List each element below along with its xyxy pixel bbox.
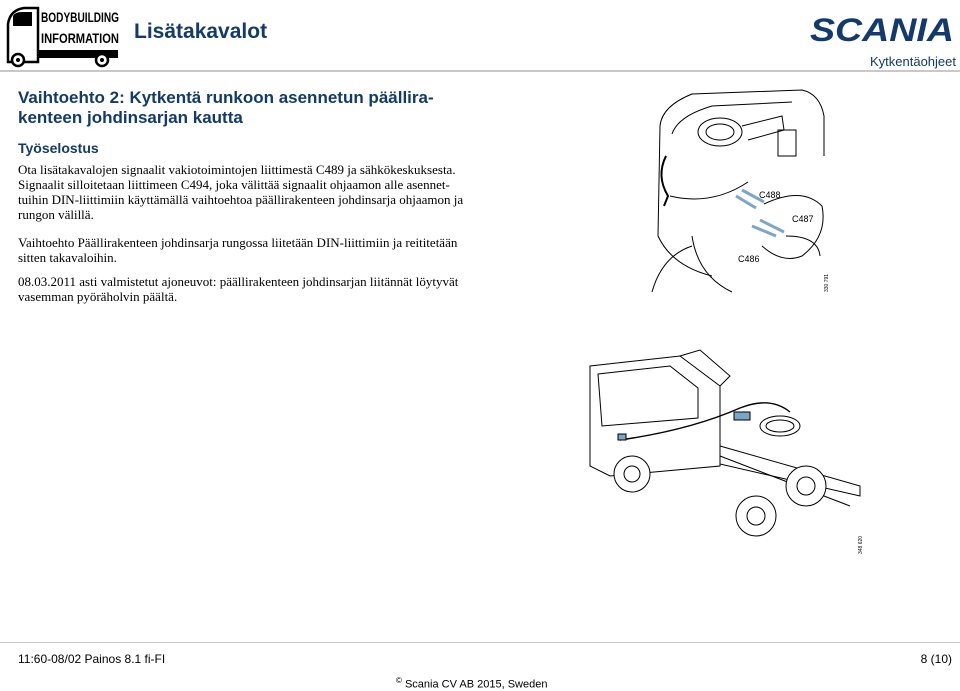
procedure-paragraph-3: 08.03.2011 asti valmistetut ajoneuvot: päällirakenteen johdinsarjan liitännät löytyvät vasemman pyöräholvin päältä. bbox=[18, 274, 459, 304]
connector-c488-label: C488 bbox=[759, 190, 781, 200]
section-heading: Vaihtoehto 2: Kytkentä runkoon asennetun päällira- kenteen johdinsarjan kautta bbox=[18, 88, 434, 127]
procedure-paragraph-1: Ota lisätakavalojen signaalit vakiotoimintojen liittimestä C489 ja sähkökeskuksesta. Signaalit silloitetaan liittimeen C494, joka välittää signaalit ohjaamon alle asennet- tuihin DIN-liittimiin käyttämällä vaihtoehtoa päällirakenteen johdinsarja ohjaamon ja rungon välillä. bbox=[18, 162, 464, 222]
procedure-subheading: Työselostus bbox=[18, 140, 99, 156]
copyright-text: Scania CV AB 2015, Sweden bbox=[404, 678, 548, 691]
copyright-symbol: © bbox=[396, 676, 402, 685]
copyright-notice bbox=[396, 676, 547, 691]
cab-connector-illustration bbox=[652, 86, 838, 294]
figure-top-code: 330 791 bbox=[824, 273, 830, 292]
brand-wordmark: SCANIA bbox=[810, 12, 954, 48]
page-number: 8 (10) bbox=[920, 652, 952, 666]
connector-c486-label: C486 bbox=[738, 254, 760, 264]
procedure-paragraph-2: Vaihtoehto Päällirakenteen johdinsarja rungossa liitetään DIN-liittimiin ja reititetään sitten takavaloihin. bbox=[18, 235, 458, 265]
page-title: Lisätakavalot bbox=[134, 20, 268, 43]
truck-chassis-illustration bbox=[570, 346, 870, 556]
figure-bottom-code: 348 620 bbox=[858, 535, 864, 554]
document-reference: 11:60-08/02 Painos 8.1 fi-FI bbox=[18, 652, 166, 666]
header-divider bbox=[0, 70, 960, 72]
logo-line-2: INFORMATION bbox=[41, 30, 119, 46]
logo-line-1: BODYBUILDING bbox=[41, 9, 120, 25]
connector-c487-label: C487 bbox=[792, 214, 814, 224]
footer-divider bbox=[0, 642, 960, 643]
scania-logo bbox=[808, 8, 956, 48]
section-label: Kytkentäohjeet bbox=[869, 54, 956, 69]
bodybuilding-information-logo bbox=[4, 2, 122, 68]
